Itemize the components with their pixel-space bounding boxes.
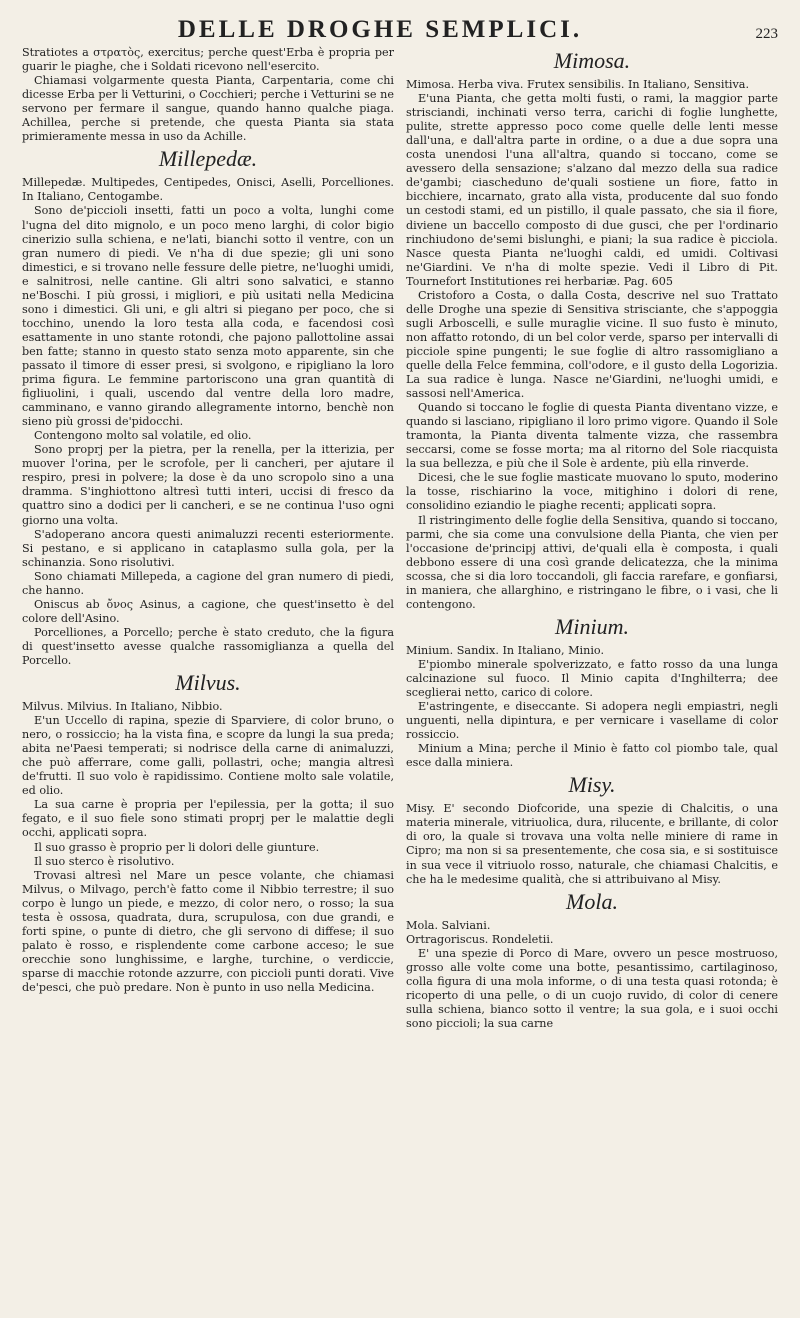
- millepedae-entry: Millepedæ. Multipedes, Centipedes, Onisci, Aselli, Porcelliones. In Italiano, Centogambe.: [22, 176, 394, 204]
- millepedae-paragraph: S'adoperano ancora questi animaluzzi recenti esteriormente. Si pestano, e si applicano in cataplasmo sulla gola, per la schinanzia. Sono risolutivi.: [22, 527, 394, 569]
- mimosa-entry: Mimosa. Herba viva. Frutex sensibilis. In Italiano, Sensitiva.: [406, 78, 750, 92]
- page-number: 223: [755, 26, 778, 42]
- section-title-minium: Minium.: [555, 613, 629, 639]
- minium-paragraph: E'piombo minerale spolverizzato, e fatto rosso da una lunga calcinazione sul fuoco. Il Minio capita d'Inghilterra; dee sceglierai netto, carico di colore.: [406, 657, 778, 700]
- milvus-paragraph: E'un Uccello di rapina, spezie di Sparviere, di color bruno, o nero, o rossiccio; ha la vista fina, e scopre da lungi la sua preda; abita ne'Paesi temperati; si nodrisce della carne di animaluzzi, che può afferrare, come galli, pollastri, oche; mangia altresì de'frutti. Il suo volo è rapidissimo. Contiene molto sale volatile, ed olio.: [22, 714, 394, 798]
- minium-paragraph: E'astringente, e diseccante. Si adopera negli empiastri, negli unguenti, nella dipintura, e per vernicare i vasellame di color rossiccio.: [406, 700, 778, 742]
- misy-entry: Misy. E' secondo Diofcoride, una spezie di Chalcitis, o una materia minerale, vitriuolica, dura, rilucente, e brillante, di color di oro, la quale si trovava una volta nelle miniere di rame in Cipro; ma non si sa presentemente, che cosa sia, e si sostituisce in sua vece il vitriuolo rosso, naturale, che chiamasi Chalcitis, e che ha le medesime qualità, che si attribuivano al Misy.: [406, 802, 778, 886]
- minium-paragraph: Minium a Mina; perche il Minio è fatto col piombo tale, qual esce dalla miniera.: [406, 742, 778, 770]
- milvus-paragraph: La sua carne è propria per l'epilessia, per la gotta; il suo fegato, e il suo fiele sono stimati proprj per le malattie degli occhi, applicati sopra.: [22, 798, 394, 840]
- millepedae-paragraph: Sono proprj per la pietra, per la renella, per la itterizia, per muover l'orina, per le scrofole, per li cancheri, per ajutare il respiro, presi in polvere; la dose è da uno scropolo sino a una dramma. S'inghiottono altresì tutti interi, uccisi di fresco da quattro sino a dodici per li cancheri, e se ne continua l'uso ogni giorno una volta.: [22, 443, 394, 527]
- mola-entry-secondary: Ortragoriscus. Rondeletii.: [406, 932, 554, 946]
- section-title-misy: Misy.: [568, 772, 616, 798]
- millepedae-paragraph: Porcelliones, a Porcello; perche è stato creduto, che la figura di quest'insetto avesse qualche rassomiglianza a quella del Porcello.: [22, 625, 394, 667]
- mola-entry: Mola. Salviani.: [406, 918, 491, 932]
- mimosa-paragraph: Dicesi, che le sue foglie masticate muovano lo sputo, moderino la tosse, rischiarino la voce, mitighino i dolori di rene, consolidino eziandio le piaghe recenti; applicati sopra.: [406, 471, 778, 513]
- mimosa-paragraph: E'una Pianta, che getta molti fusti, o rami, la maggior parte strisciandi, inchinati verso terra, carichi di foglie lunghette, pulite, strette appresso poco come quelle delle lenti messe dall'una, e dall'altra parte in ordine, o a due a due sopra una costa unendosi l'una all'altra, quando si toccano, come se avessero della sensazione; s'alzano dal mezzo della sua radice de'gambi; ciascheduno de'quali sostiene un fiore, fatto in bicchiere, incarnato, grato alla vista, producente dal suo fondo un cestodi stami, ed un pistillo, il quale passato, che sia il fiore, diviene un baccello composto di due gusci, che per l'ordinario rinchiudono de'semi bislunghi, e piani; la sua radice è picciola. Nasce questa Pianta ne'luoghi caldi, ed umidi. Coltivasi ne'Giardini. Ve n'ha di molte spezie. Vedi il Libro di Pit. Tournefort Institutiones rei herbariæ. Pag. 605: [406, 92, 778, 288]
- section-title-milvus: Milvus.: [175, 670, 241, 696]
- milvus-paragraph: Il suo sterco è risolutivo.: [34, 854, 175, 868]
- mimosa-paragraph: Cristoforo a Costa, o dalla Costa, descrive nel suo Trattato delle Droghe una spezie di Sensitiva strisciante, che s'appoggia sugli Arboscelli, e sulle muraglie vicine. Il suo fusto è minuto, non affatto rotondo, di un bel color verde, sparso per intervalli di picciole spine pungenti; le sue foglie di altro rassomigliano a quelle della Felce femmina, coll'odore, e il gusto della Logorizia. La sua radice è lunga. Nasce ne'Giardini, ne'luoghi umidi, e sassosi nell'America.: [406, 288, 778, 401]
- right-column: [406, 46, 778, 1031]
- mimosa-paragraph: Il ristringimento delle foglie della Sensitiva, quando si toccano, parmi, che sia come una convulsione della Pianta, che vien per l'occasione de'principj attivi, de'quali ella è composta, i quali debbono essere di una così grande delicatezza, che la minima scossa, che si dia loro toccandoli, gli faccia rarefare, e gonfiarsi, in maniera, che allarghino, e ristringano le fibre, o i vasi, che li contengono.: [406, 513, 778, 611]
- section-title-millepedae: Millepedæ.: [158, 146, 258, 172]
- millepedae-paragraph: Contengono molto sal volatile, ed olio.: [34, 429, 252, 443]
- milvus-paragraph: Trovasi altresì nel Mare un pesce volante, che chiamasi Milvus, o Milvago, perch'è fatto come il Nibbio terrestre; il suo corpo è lungo un piede, e mezzo, di color nero, o rosso; la sua testa è ossosa, quadrata, dura, scrupulosa, con due grandi, e forti spine, o punte di dietro, che gli servono di diffese; il suo palato è rosso, e risplendente come carbone acceso; le sue orecchie sono lunghissime, e larghe, turchine, o verdiccie, sparse di macchie rotonde azzurre, con piccioli punti dorati. Vive de'pesci, che può predare. Non è punto in uso nella Medicina.: [22, 868, 394, 994]
- milvus-entry: Milvus. Milvius. In Italiano, Nibbio.: [22, 700, 223, 714]
- section-title-mola: Mola.: [566, 888, 618, 914]
- minium-entry: Minium. Sandix. In Italiano, Minio.: [406, 643, 604, 657]
- mola-paragraph: E' una spezie di Porco di Mare, ovvero un pesce mostruoso, grosso alle volte come una botte, pesantissimo, cartilaginoso, colla figura di una mola informe, o di una testa quasi rotonda; è ricoperto di una pelle, o di un cuojo ruvido, di color di cenere sulla schiena, bianco sotto il ventre; la sua gola, e i suoi occhi sono piccioli; la sua carne: [406, 946, 778, 1030]
- left-column: [22, 46, 394, 995]
- stratiotes-paragraph: Stratiotes a στρατὸς, exercitus; perche quest'Erba è propria per guarir le piaghe, che i Soldati ricevono nell'esercito.: [22, 46, 394, 74]
- millepedae-paragraph: Oniscus ab ὄνος Asinus, a cagione, che quest'insetto è del colore dell'Asino.: [22, 597, 394, 625]
- running-title: DELLE DROGHE SEMPLICI.: [177, 16, 583, 43]
- mimosa-paragraph: Quando si toccano le foglie di questa Pianta diventano vizze, e quando si lasciano, ripigliano il loro primo vigore. Quando il Sole tramonta, la Pianta diventa talmente vizza, che rassembra seccarsi, come se fosse morta; ma al ritorno del Sole riacquista la sua bellezza, e più che il Sole è ardente, più ella rinverde.: [406, 401, 778, 471]
- millepedae-paragraph: Sono de'piccioli insetti, fatti un poco a volta, lunghi come l'ugna del dito mignolo, e un poco meno larghi, di color bigio cinerizio sulla schiena, e ne'lati, bianchi sotto il ventre, con un gran numero di piedi. Ve n'ha di due spezie; gli uni sono dimestici, e si trovano nelle fessure delle pietre, ne'luoghi umidi, e salnitrosi, nelle cantine. Gli altri sono salvatici, e stanno ne'Boschi. I più grossi, i migliori, e più usitati nella Medicina sono i dimestici. Gli uni, e gli altri si piegano per poco, che si tocchino, unendo la loro testa alla coda, e facendosi così esattamente in uno stante rotondi, che pajono pallottoline assai ben fatte; stanno in questo stato senza moto apparente, sin che passato il timore di esser presi, si svolgono, e ripigliano la loro prima figura. Le femmine partoriscono una gran quantità di figliuolini, i quali, uscendo dal ventre della loro madre, camminano, e vanno girando allegramente intorno, benchè non sieno più grossi de'pidocchi.: [22, 204, 394, 429]
- section-title-mimosa: Mimosa.: [553, 48, 631, 73]
- page-header: [0, 6, 800, 46]
- millefoglio-paragraph: Chiamasi volgarmente questa Pianta, Carpentaria, come chi dicesse Erba per li Vetturini, o Cocchieri; perche i Vetturini se ne servono per fermare il sangue, quando hanno qualche piaga. Achillea, perche si pretende, che questa Pianta sia stata primieramente messa in uso da Achille.: [22, 74, 394, 144]
- milvus-paragraph: Il suo grasso è proprio per li dolori delle giunture.: [34, 840, 320, 854]
- millepedae-paragraph: Sono chiamati Millepeda, a cagione del gran numero di piedi, che hanno.: [22, 569, 394, 597]
